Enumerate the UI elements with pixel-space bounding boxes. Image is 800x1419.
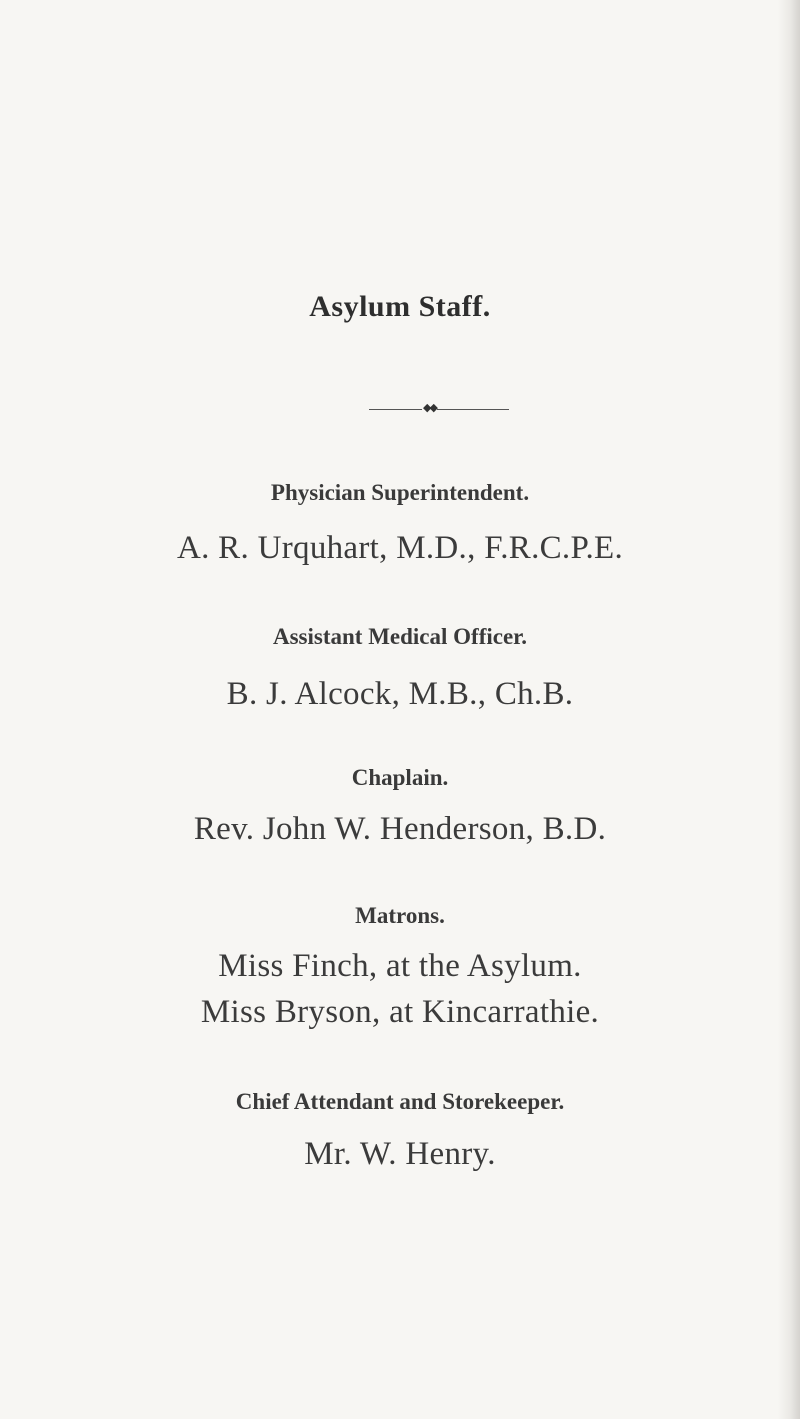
section-heading-physician: Physician Superintendent. — [270, 480, 530, 505]
staff-name-physician: A. R. Urquhart, M.D., F.R.C.P.E. — [176, 530, 624, 566]
title-divider — [369, 409, 509, 410]
staff-name-chaplain: Rev. John W. Henderson, B.D. — [193, 811, 607, 847]
staff-name-matron-asylum: Miss Finch, at the Asylum. — [218, 948, 582, 984]
section-heading-chaplain: Chaplain. — [351, 765, 449, 790]
page-title: Asylum Staff. — [309, 290, 491, 323]
divider-ornament-icon: ◆◆ — [423, 402, 436, 414]
staff-name-matron-kincarrathie: Miss Bryson, at Kincarrathie. — [200, 994, 600, 1030]
staff-name-chief-attendant: Mr. W. Henry. — [304, 1136, 496, 1172]
section-heading-chief-attendant: Chief Attendant and Storekeeper. — [235, 1089, 565, 1114]
section-heading-matrons: Matrons. — [355, 903, 445, 928]
staff-name-assistant-medical-officer: B. J. Alcock, M.B., Ch.B. — [226, 676, 574, 712]
section-heading-assistant-medical-officer: Assistant Medical Officer. — [272, 624, 528, 649]
